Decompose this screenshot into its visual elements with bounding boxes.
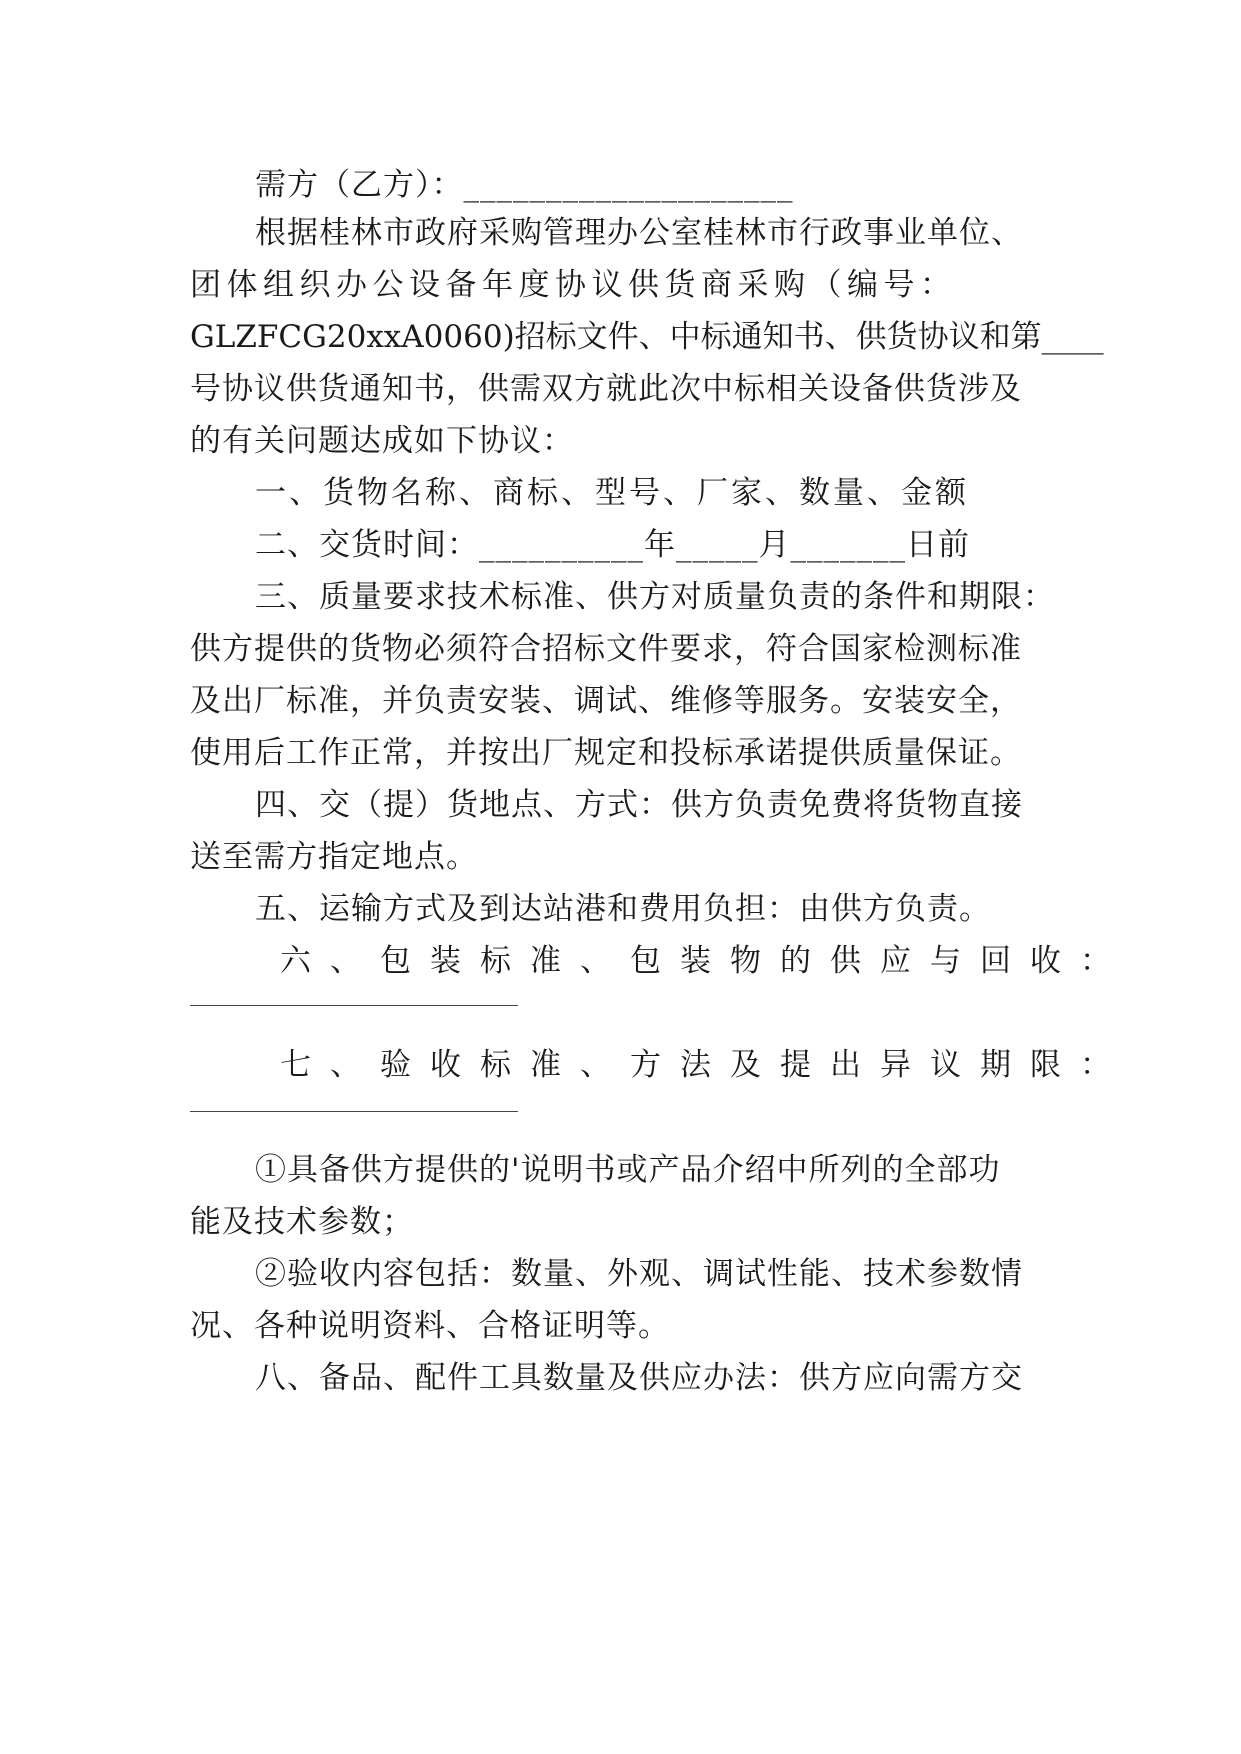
fill-in-blank-line xyxy=(190,1005,518,1006)
buyer-party-line: 需方（乙方）：____________________ xyxy=(255,167,794,203)
paragraph-line: 及出厂标准，并负责安装、调试、维修等服务。安装安全， xyxy=(190,683,1022,719)
item-2-line: ②验收内容包括：数量、外观、调试性能、技术参数情 xyxy=(255,1256,1023,1292)
clause-5-line: 五、运输方式及到达站港和费用负担：由供方负责。 xyxy=(255,891,991,927)
clause-2-line: 二、交货时间：__________年_____月_______日前 xyxy=(255,527,970,563)
paragraph-line: 号协议供货通知书，供需双方就此次中标相关设备供货涉及 xyxy=(190,371,1022,407)
paragraph-line: 供方提供的货物必须符合招标文件要求，符合国家检测标准 xyxy=(190,631,1022,667)
paragraph-line: 的有关问题达成如下协议： xyxy=(190,423,574,459)
clause-6-line: 六、包装标准、包装物的供应与回收： xyxy=(280,943,1130,979)
paragraph-line: GLZFCG20xxA0060)招标文件、中标通知书、供货协议和第____ xyxy=(190,319,1104,355)
clause-3-line: 三、质量要求技术标准、供方对质量负责的条件和期限： xyxy=(255,579,1055,615)
paragraph-line: 能及技术参数； xyxy=(190,1204,414,1240)
clause-8-line: 八、备品、配件工具数量及供应办法：供方应向需方交 xyxy=(255,1360,1023,1396)
clause-4-line: 四、交（提）货地点、方式：供方负责免费将货物直接 xyxy=(255,787,1023,823)
paragraph-line: 根据桂林市政府采购管理办公室桂林市行政事业单位、 xyxy=(255,215,1023,251)
clause-7-line: 七、验收标准、方法及提出异议期限： xyxy=(280,1047,1130,1083)
paragraph-line: 使用后工作正常，并按出厂规定和投标承诺提供质量保证。 xyxy=(190,735,1022,771)
paragraph-line: 团体组织办公设备年度协议供货商采购（编号： xyxy=(190,267,957,303)
fill-in-blank-line xyxy=(190,1111,518,1112)
paragraph-line: 送至需方指定地点。 xyxy=(190,839,478,875)
paragraph-line: 况、各种说明资料、合格证明等。 xyxy=(190,1308,670,1344)
clause-1-line: 一、货物名称、商标、型号、厂家、数量、金额 xyxy=(255,475,969,511)
item-1-line: ①具备供方提供的'说明书或产品介绍中所列的全部功 xyxy=(255,1152,1001,1188)
